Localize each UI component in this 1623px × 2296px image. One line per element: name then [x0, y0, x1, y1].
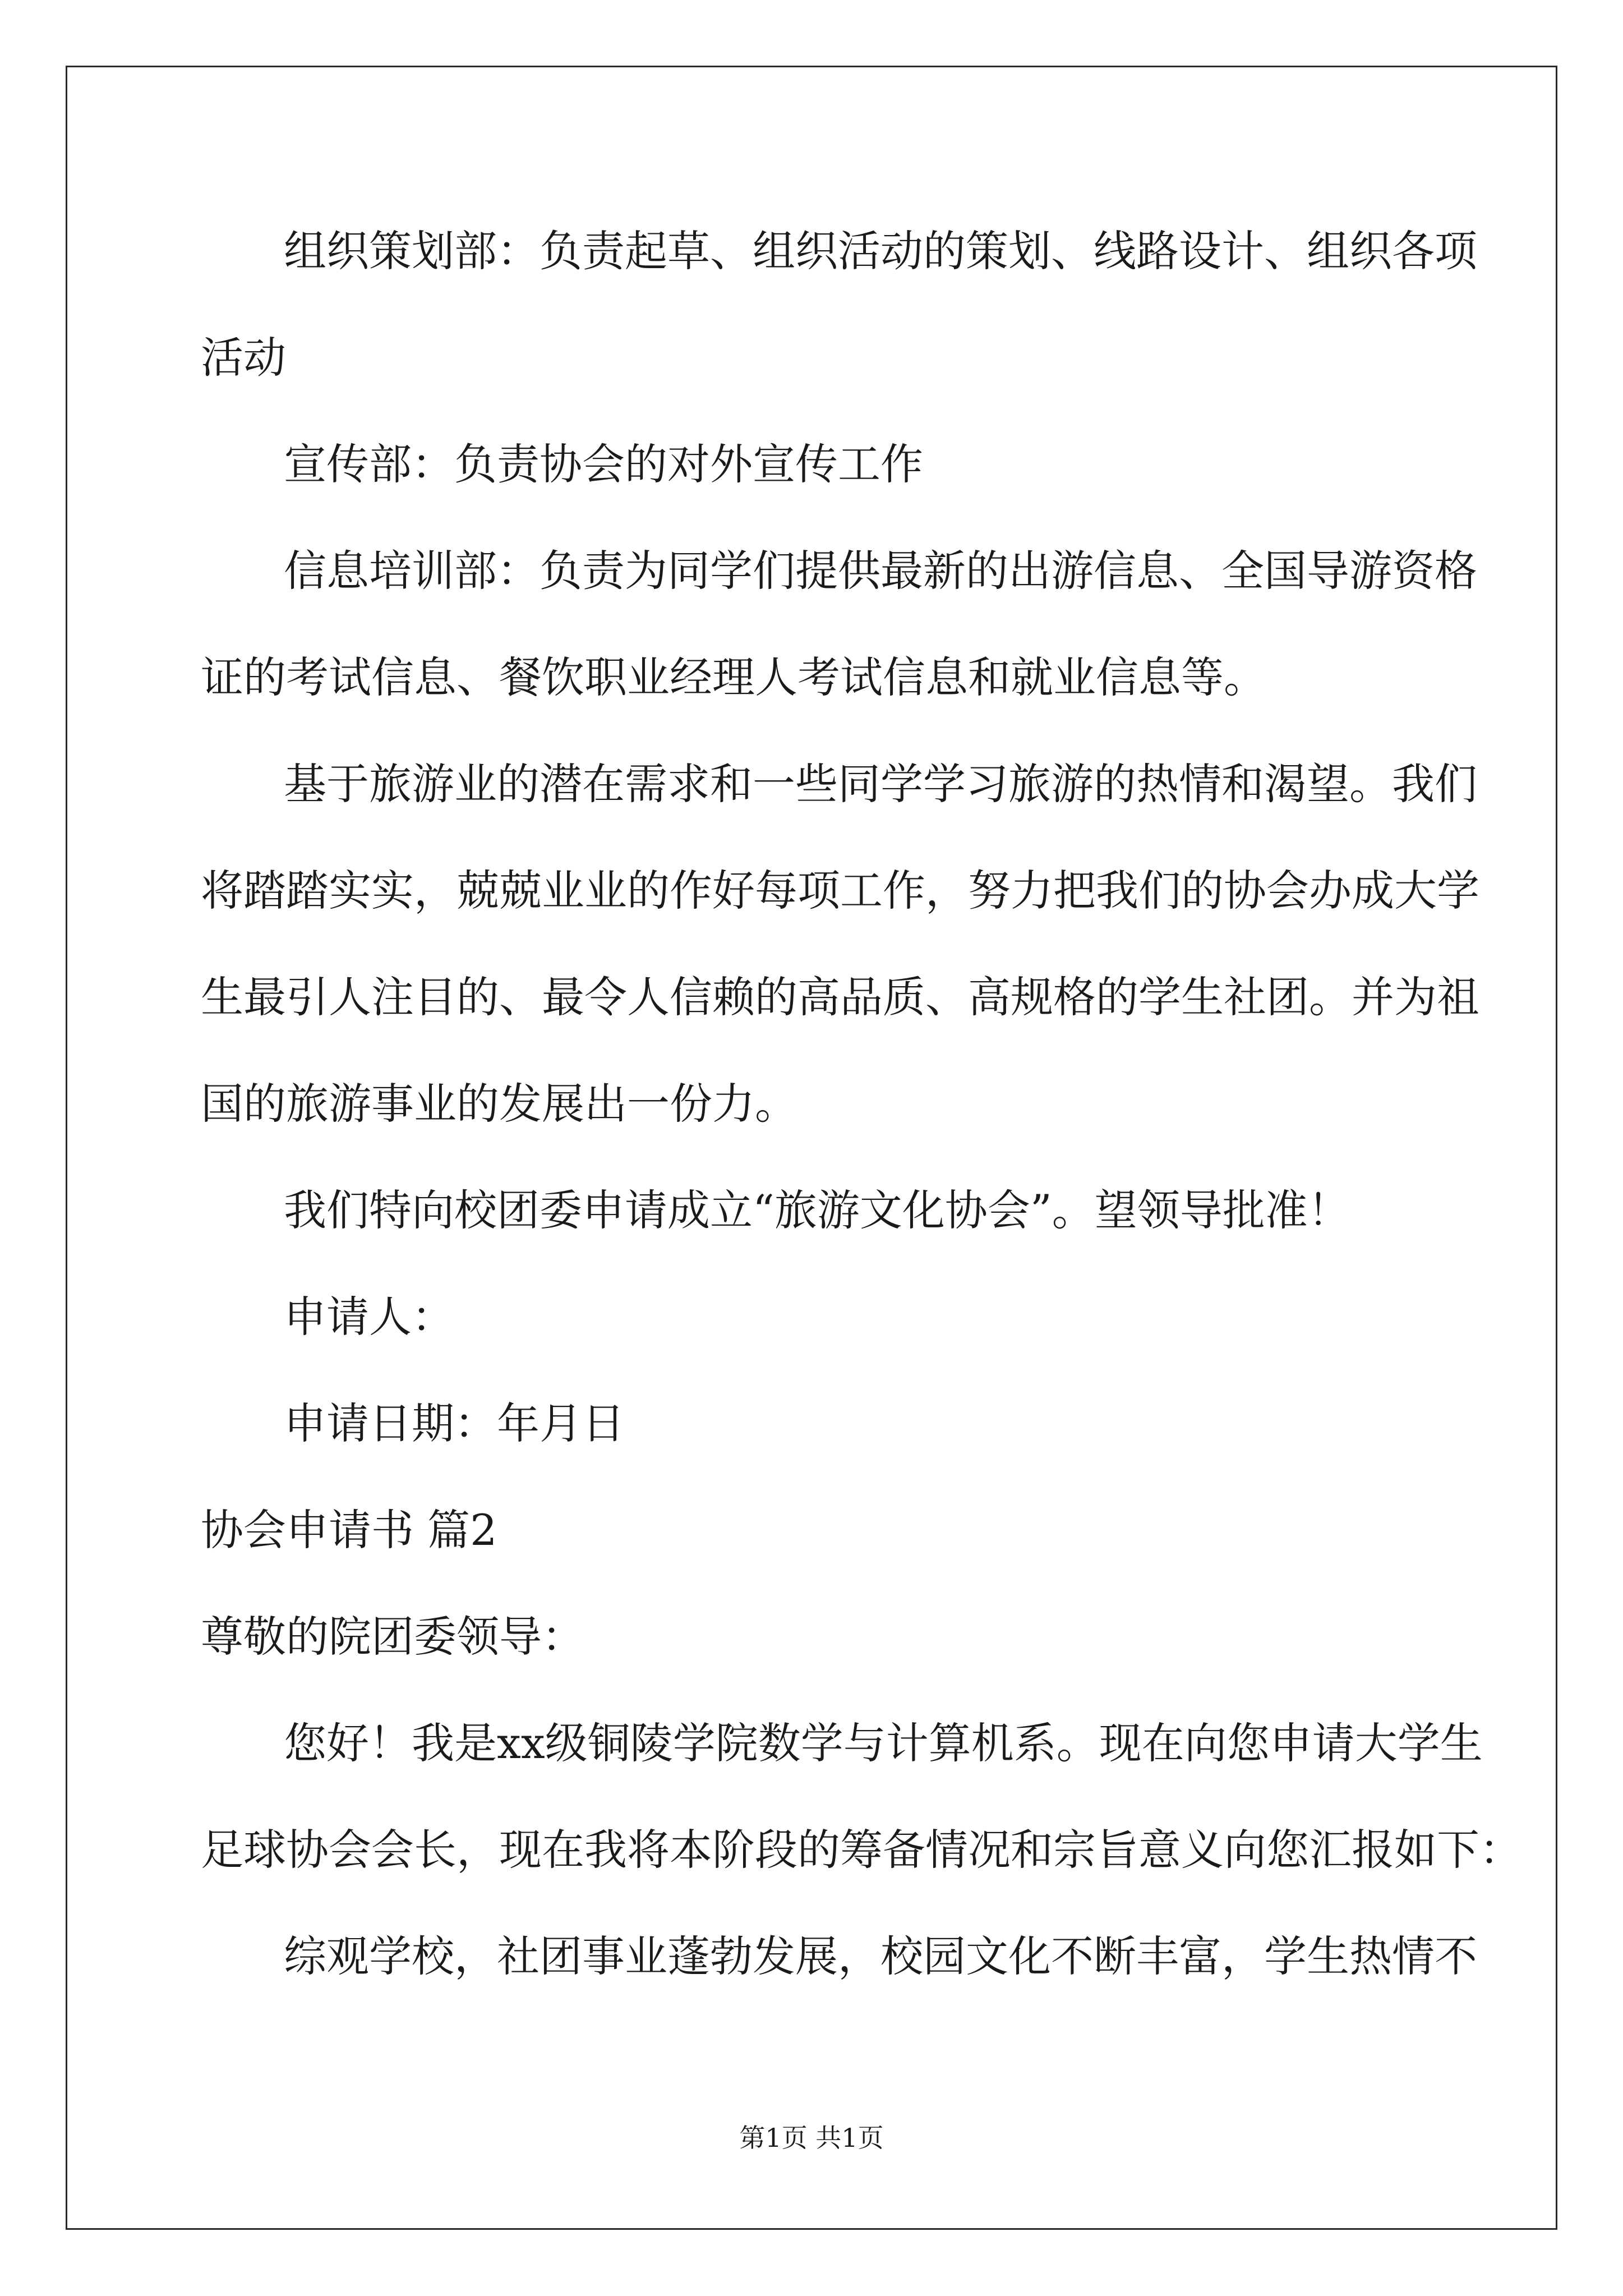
paragraph-line: 信息培训部：负责为同学们提供最新的出游信息、全国导游资格 — [284, 546, 1477, 596]
paragraph-line: 证的考试信息、餐饮职业经理人考试信息和就业信息等。 — [201, 652, 1266, 702]
applicant-label: 申请人： — [284, 1292, 454, 1342]
section-heading: 协会申请书 篇2 — [201, 1505, 497, 1555]
paragraph-line: 生最引人注目的、最令人信赖的高品质、高规格的学生社团。并为祖 — [201, 972, 1479, 1022]
paragraph-line: 将踏踏实实，兢兢业业的作好每项工作，努力把我们的协会办成大学 — [201, 866, 1479, 915]
paragraph-line: 国的旅游事业的发展出一份力。 — [201, 1079, 797, 1129]
paragraph-line: 基于旅游业的潜在需求和一些同学学习旅游的热情和渴望。我们 — [284, 759, 1477, 809]
paragraph-line: 我们特向校团委申请成立“旅游文化协会”。望领导批准！ — [284, 1185, 1350, 1235]
paragraph-line: 综观学校，社团事业蓬勃发展，校园文化不断丰富，学生热情不 — [284, 1931, 1477, 1981]
paragraph-line: 足球协会会长，现在我将本阶段的筹备情况和宗旨意义向您汇报如下： — [201, 1825, 1522, 1875]
salutation: 尊敬的院团委领导： — [201, 1612, 584, 1662]
paragraph-line: 您好！我是xx级铜陵学院数学与计算机系。现在向您申请大学生 — [284, 1718, 1483, 1768]
paragraph-line: 组织策划部：负责起草、组织活动的策划、线路设计、组织各项 — [284, 226, 1477, 276]
application-date: 申请日期：年月日 — [284, 1398, 625, 1448]
page-footer: 第1页 共1页 — [739, 2123, 884, 2153]
paragraph-line: 活动 — [201, 333, 286, 383]
page-border — [66, 66, 1557, 2230]
paragraph-line: 宣传部：负责协会的对外宣传工作 — [284, 439, 923, 489]
